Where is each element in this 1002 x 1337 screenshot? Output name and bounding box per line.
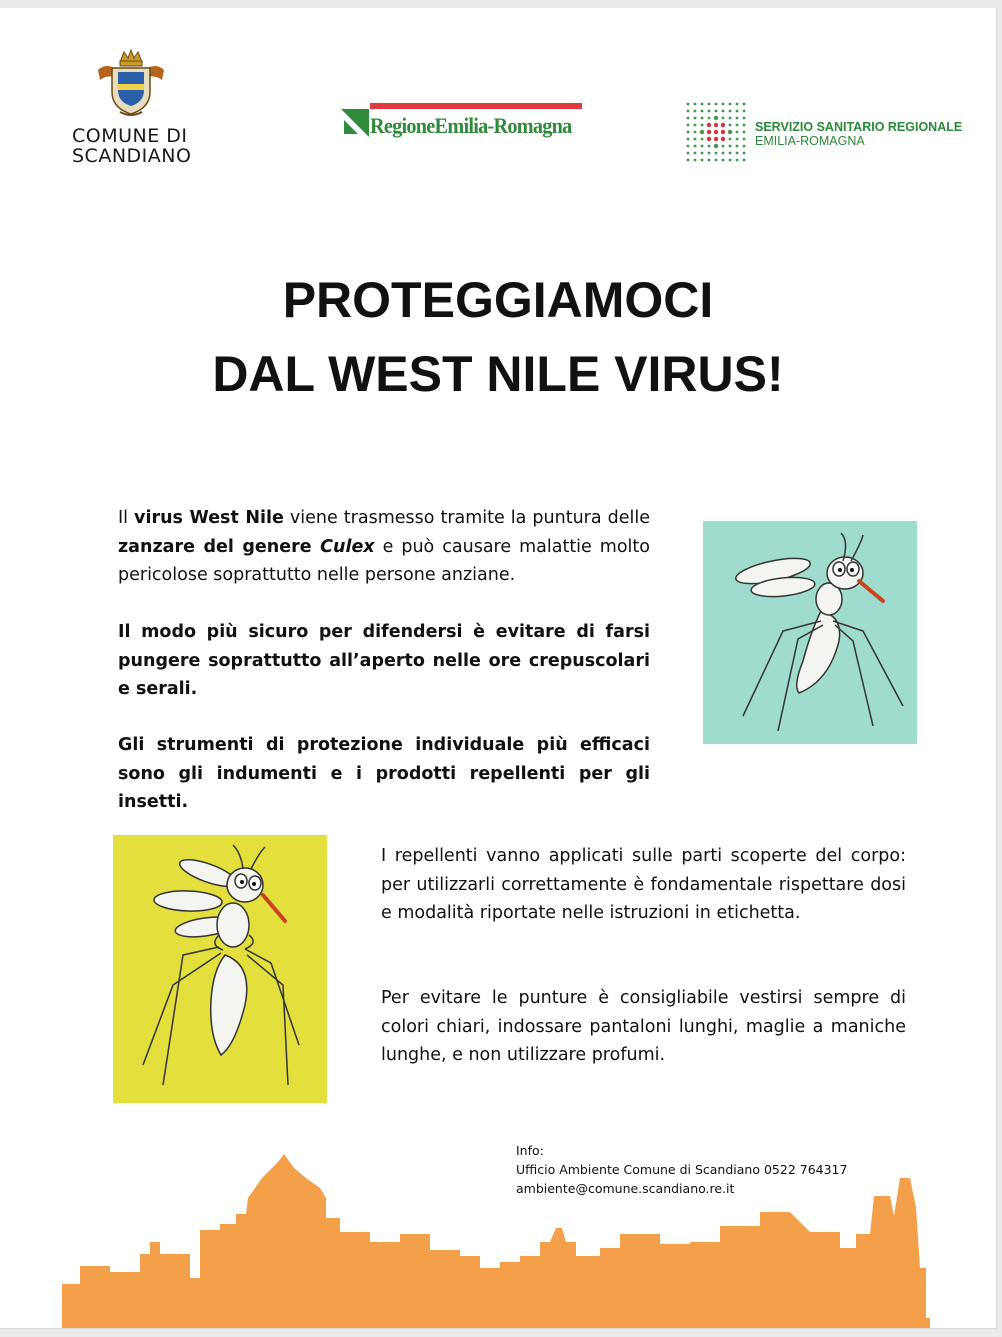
paragraph-difendersi: Il modo più sicuro per difendersi è evitare di farsi pungere soprattutto all’aperto nelle ore crepuscolari e serali. [118, 622, 650, 699]
mosquito-illustration-yellow [113, 835, 327, 1103]
p1-bold-virus: virus West Nile [134, 508, 284, 528]
p1-bold-zanzare: zanzare del genere [118, 536, 321, 557]
regione-name: RegioneEmilia-Romagna [370, 113, 572, 138]
coat-of-arms-icon [96, 48, 166, 120]
paragraph-vestiti: Per evitare le punture è consigliabile vestirsi sempre di colori chiari, indossare pantaloni lunghi, maglie a maniche lunghe, e non utilizzare profumi. [381, 988, 906, 1065]
comune-name: COMUNE DI SCANDIANO [72, 125, 192, 167]
p1-text-a: Il [118, 508, 135, 528]
regione-flag-icon [340, 108, 370, 138]
mosquito-illustration-teal [703, 521, 917, 744]
regione-logo [340, 103, 585, 143]
comune-logo [66, 48, 206, 166]
p1-text-c: e può causare malattie molto pericolose soprattutto nelle persone anziane. [118, 536, 650, 585]
title-line2: DAL WEST NILE VIRUS! [212, 346, 784, 402]
mosquito-icon [703, 521, 917, 744]
info-email[interactable]: ambiente@comune.scandiano.re.it [516, 1181, 735, 1196]
p1-bold-culex: Culex [320, 536, 375, 557]
paragraph-repellenti: I repellenti vanno applicati sulle parti scoperte del corpo: per utilizzarli correttamente è fondamentale rispettare dosi e modalità riportate nelle istruzioni in etichetta. [381, 846, 906, 923]
regione-red-bar [370, 103, 582, 109]
ssr-dots-icon [684, 100, 748, 164]
poster-page [0, 8, 997, 1329]
ssr-logo [684, 100, 984, 164]
paragraph-strumenti: Gli strumenti di protezione individuale più efficaci sono gli indumenti e i prodotti repellenti per gli insetti. [118, 735, 650, 812]
info-label: Info: [516, 1143, 544, 1158]
info-office: Ufficio Ambiente Comune di Scandiano 0522 764317 [516, 1162, 848, 1177]
ssr-line2: EMILIA-ROMAGNA [755, 134, 865, 148]
mosquito-icon [113, 835, 327, 1103]
p1-text-b: viene trasmesso tramite la puntura delle [283, 508, 650, 528]
info-block [516, 1141, 847, 1198]
paragraph-virus-intro [118, 504, 650, 590]
ssr-line1: SERVIZIO SANITARIO REGIONALE [755, 120, 963, 134]
title-line1: PROTEGGIAMOCI [282, 272, 714, 328]
